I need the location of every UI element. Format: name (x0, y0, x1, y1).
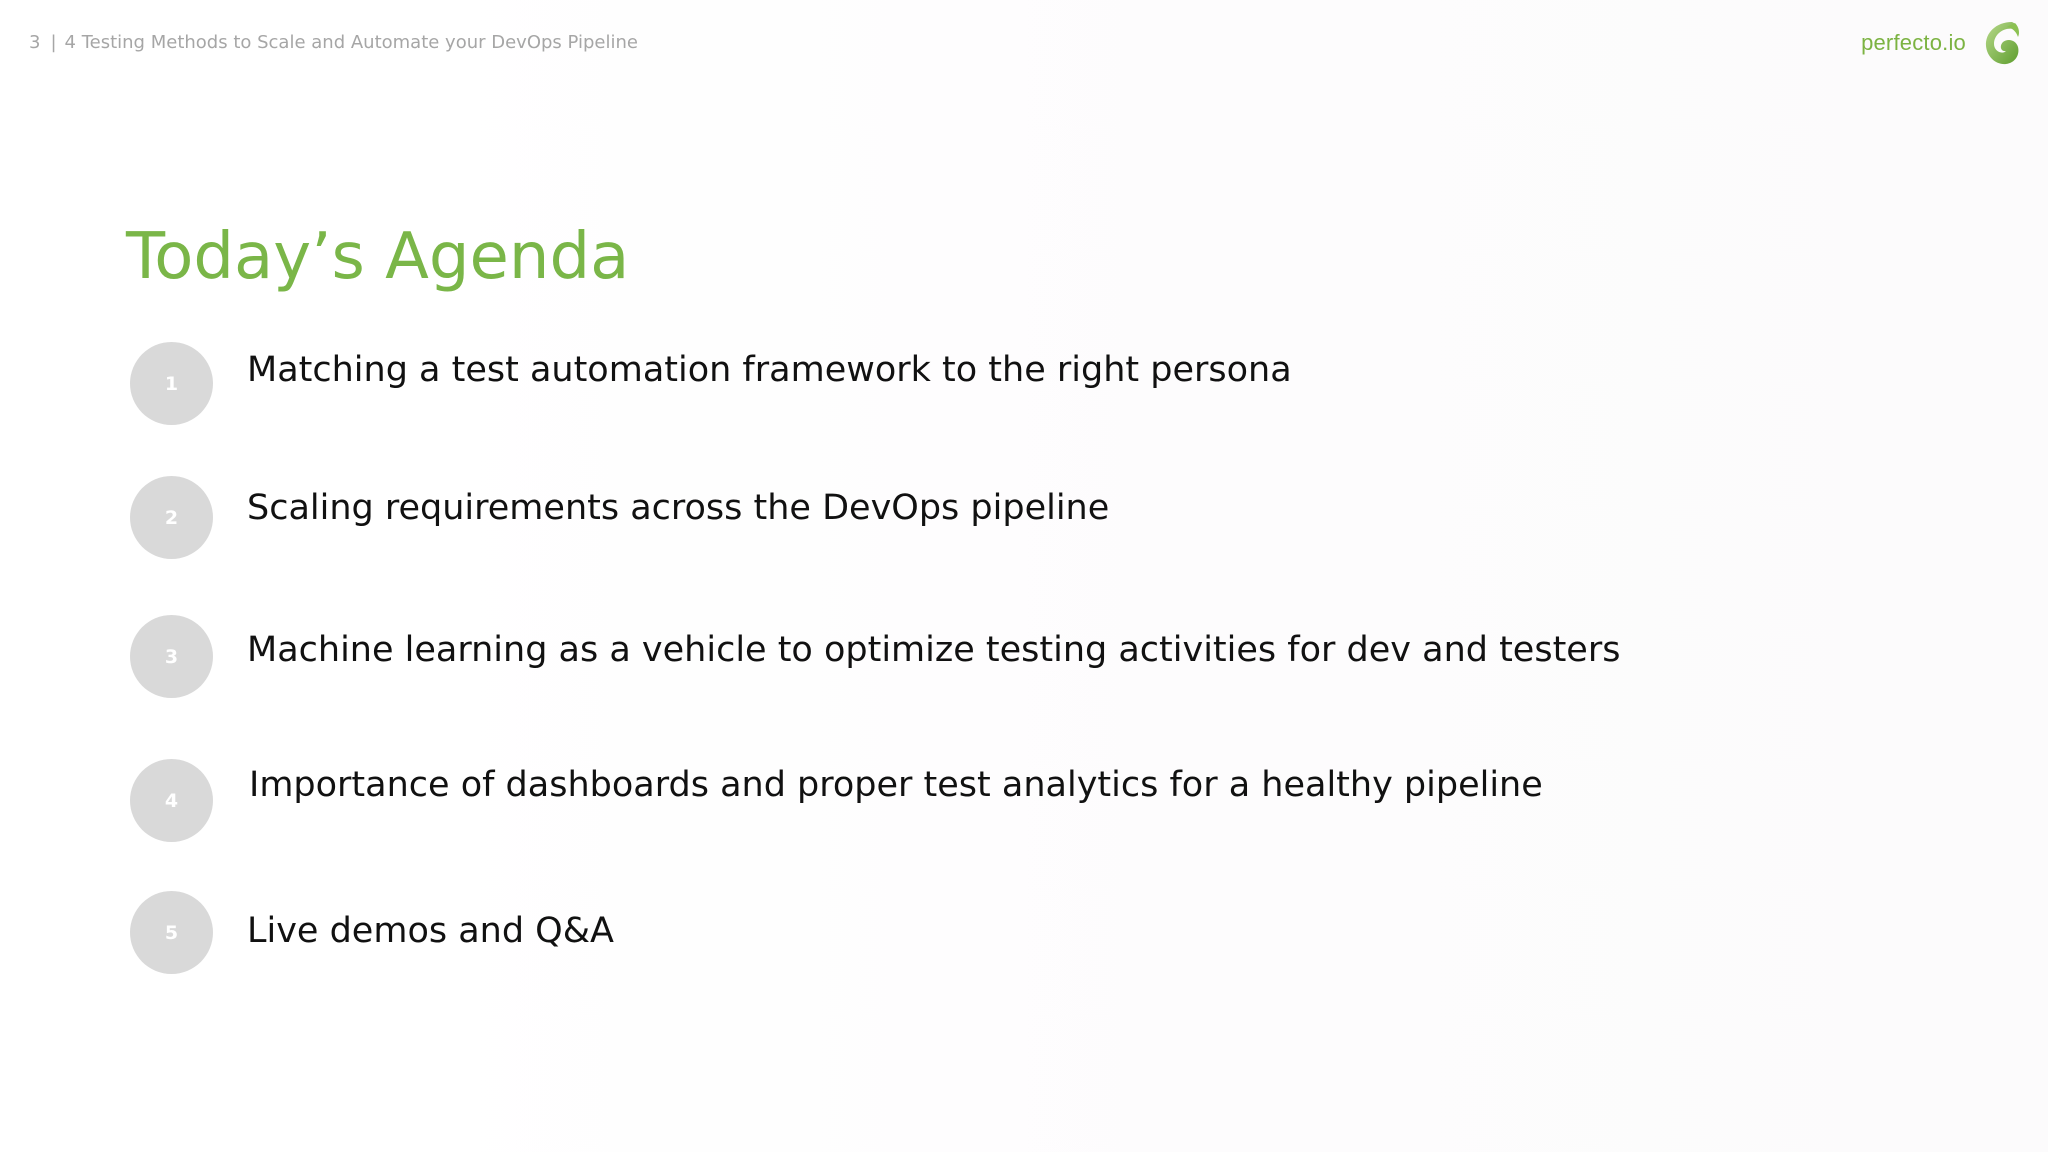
page-number: 3 (29, 32, 41, 53)
agenda-number-badge: 5 (130, 891, 213, 974)
brand-name: perfecto.io (1861, 30, 1966, 55)
agenda-item-text: Matching a test automation framework to the right persona (247, 350, 1292, 390)
agenda-number-badge: 3 (130, 615, 213, 698)
agenda-number-badge: 4 (130, 759, 213, 842)
agenda-item (0, 891, 2048, 975)
agenda-item (0, 759, 2048, 843)
agenda-number-badge: 1 (130, 342, 213, 425)
agenda-item-text: Scaling requirements across the DevOps pipeline (247, 488, 1110, 528)
agenda-item-text: Importance of dashboards and proper test analytics for a healthy pipeline (249, 765, 1543, 805)
agenda-item-text: Live demos and Q&A (247, 911, 614, 951)
header-separator: | (50, 32, 57, 53)
agenda-item (0, 342, 2048, 426)
agenda-item (0, 476, 2048, 560)
deck-title: 4 Testing Methods to Scale and Automate your DevOps Pipeline (64, 32, 638, 53)
agenda-number-badge: 2 (130, 476, 213, 559)
agenda-item (0, 615, 2048, 699)
page-title: Today’s Agenda (126, 220, 630, 294)
agenda-item-text: Machine learning as a vehicle to optimize testing activities for dev and testers (247, 630, 1621, 670)
